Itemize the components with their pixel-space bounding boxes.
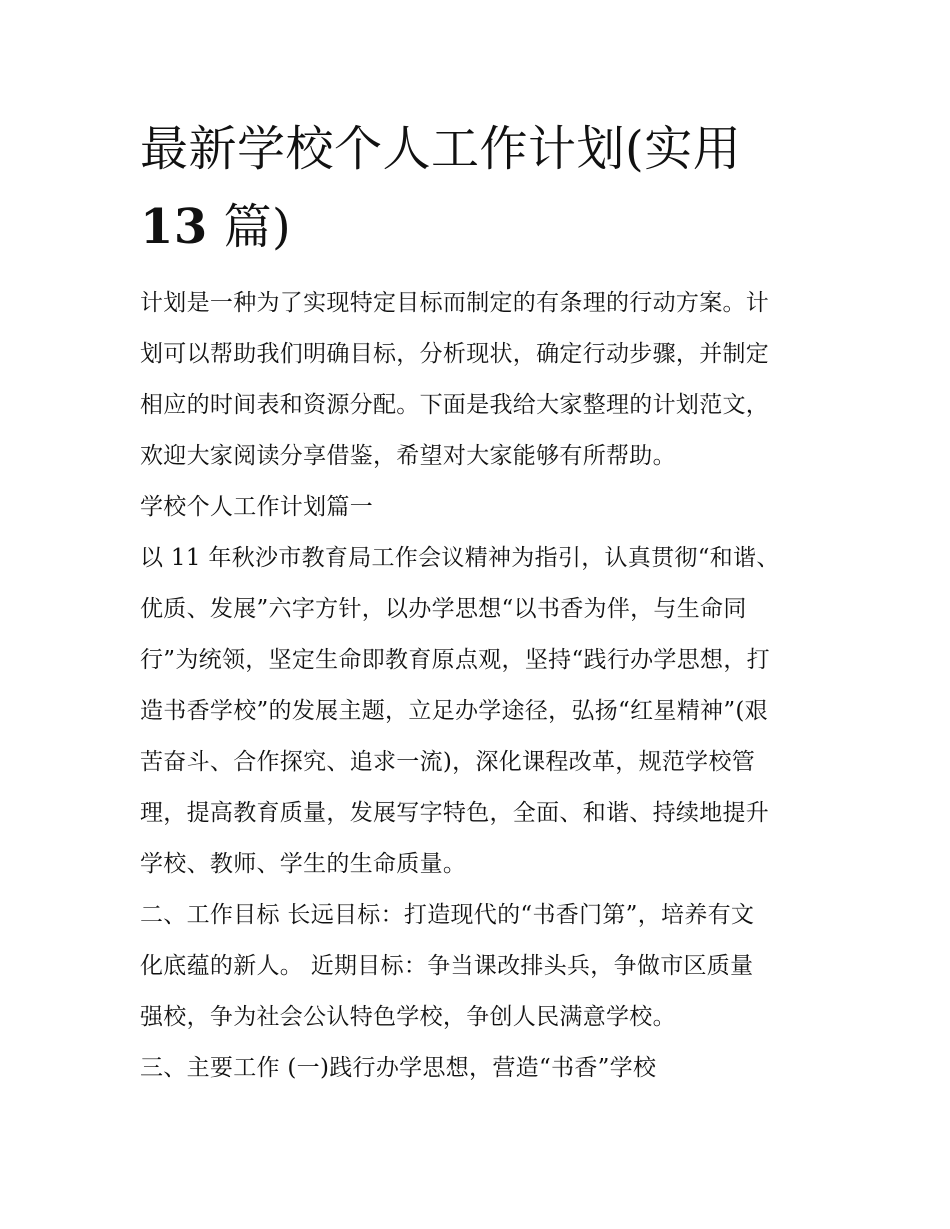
document-body — [140, 278, 816, 1094]
intro-line: 划可以帮助我们明确目标，分析现状，确定行动步骤，并制定 — [140, 341, 770, 367]
goals-line: 二、工作目标 长远目标：打造现代的“书香门第”，培养有文 — [140, 902, 755, 928]
guiding-line: 以 11 年秋沙市教育局工作会议精神为指引，认真贯彻“和谐、 — [140, 545, 780, 571]
guiding-line: 行”为统领，坚定生命即教育原点观，坚持“践行办学思想，打 — [140, 647, 770, 673]
guiding-paragraph — [140, 533, 816, 890]
goals-line: 化底蕴的新人。 近期目标：争当课改排头兵，争做市区质量 — [140, 953, 754, 979]
guiding-line: 造书香学校”的发展主题，立足办学途径，弘扬“红星精神”(艰 — [140, 698, 768, 724]
section-heading — [140, 482, 816, 533]
intro-line: 欢迎大家阅读分享借鉴，希望对大家能够有所帮助。 — [140, 443, 676, 469]
goals-paragraph — [140, 890, 816, 1043]
section-heading-text: 学校个人工作计划篇一 — [140, 494, 373, 520]
guiding-line: 理，提高教育质量，发展写字特色，全面、和谐、持续地提升 — [140, 800, 770, 826]
title-line-2-rest: 篇) — [207, 199, 292, 255]
document-title — [140, 110, 820, 266]
main-work-paragraph — [140, 1043, 816, 1094]
goals-line: 强校，争为社会公认特色学校，争创人民满意学校。 — [140, 1004, 676, 1030]
guiding-line: 苦奋斗、合作探究、追求一流)，深化课程改革，规范学校管 — [140, 749, 756, 775]
guiding-line: 优质、发展”六字方针，以办学思想“以书香为伴，与生命同 — [140, 596, 747, 622]
title-number: 13 — [140, 199, 208, 255]
intro-line: 相应的时间表和资源分配。下面是我给大家整理的计划范文， — [140, 392, 770, 418]
intro-paragraph — [140, 278, 816, 482]
main-work-line: 三、主要工作 (一)践行办学思想，营造“书香”学校 — [140, 1055, 657, 1081]
title-line-1: 最新学校个人工作计划(实用 — [140, 121, 742, 177]
intro-line: 计划是一种为了实现特定目标而制定的有条理的行动方案。计 — [140, 290, 770, 316]
guiding-line: 学校、教师、学生的生命质量。 — [140, 851, 467, 877]
